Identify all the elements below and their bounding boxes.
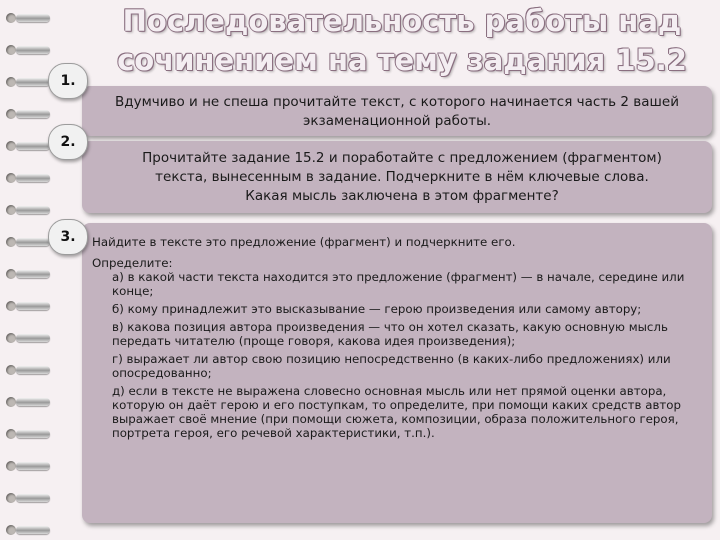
step-3-intro: Найдите в тексте это предложение (фрагмент) и подчеркните его. bbox=[92, 235, 516, 249]
spiral-ring bbox=[6, 364, 50, 376]
spiral-ring bbox=[6, 492, 50, 504]
step-3-define-label: Определите: bbox=[92, 256, 173, 270]
step-3-item-a: а) в какой части текста находится это предложение (фрагмент) — в начале, середине или конце; bbox=[112, 270, 685, 298]
step-2-number: 2. bbox=[48, 124, 88, 160]
spiral-ring bbox=[6, 76, 50, 88]
step-3-item-d: г) выражает ли автор свою позицию непосредственно (в каких-либо предложениях) или опосредованно; bbox=[112, 352, 671, 380]
step-1-box bbox=[82, 86, 712, 136]
spiral-ring bbox=[6, 300, 50, 312]
spiral-ring bbox=[6, 140, 50, 152]
step-2-text: Прочитайте задание 15.2 и поработайте с предложением (фрагментом) текста, вынесенным в задание. Подчеркните в нём ключевые слова. Какая мысль заключена в этом фрагменте? bbox=[142, 150, 662, 204]
spiral-ring bbox=[6, 44, 50, 56]
step-3-box bbox=[82, 223, 712, 523]
spiral-ring bbox=[6, 108, 50, 120]
spiral-ring bbox=[6, 12, 50, 24]
spiral-ring bbox=[6, 268, 50, 280]
spiral-ring bbox=[6, 428, 50, 440]
spiral-ring bbox=[6, 172, 50, 184]
step-1-number: 1. bbox=[48, 63, 88, 99]
step-1-text: Вдумчиво и не спеша прочитайте текст, с которого начинается часть 2 вашей экзаменационной работы. bbox=[115, 94, 679, 129]
page-title: Последовательность работы над сочинением на тему задания 15.2 bbox=[117, 4, 687, 77]
spiral-ring bbox=[6, 460, 50, 472]
step-3-item-b: б) кому принадлежит это высказывание — герою произведения или самому автору; bbox=[112, 302, 642, 316]
step-3-item-e: д) если в тексте не выражена словесно основная мысль или нет прямой оценки автора, которую он даёт герою и его поступкам, то определите, при помощи каких средств автор выражает своё мнение (при помощи сюжета, композиции, образа положительного героя, портрета героя, его речевой характеристики, т.п.). bbox=[112, 384, 681, 440]
step-3-number: 3. bbox=[48, 219, 88, 255]
spiral-ring bbox=[6, 396, 50, 408]
spiral-ring bbox=[6, 524, 50, 536]
spiral-ring bbox=[6, 332, 50, 344]
step-3-content bbox=[92, 235, 706, 444]
step-3-item-c: в) какова позиция автора произведения — что он хотел сказать, какую основную мысль передать читателю (проще говоря, какова идея произведения); bbox=[112, 320, 668, 348]
spiral-ring bbox=[6, 236, 50, 248]
spiral-ring bbox=[6, 204, 50, 216]
step-2-box bbox=[82, 141, 712, 213]
